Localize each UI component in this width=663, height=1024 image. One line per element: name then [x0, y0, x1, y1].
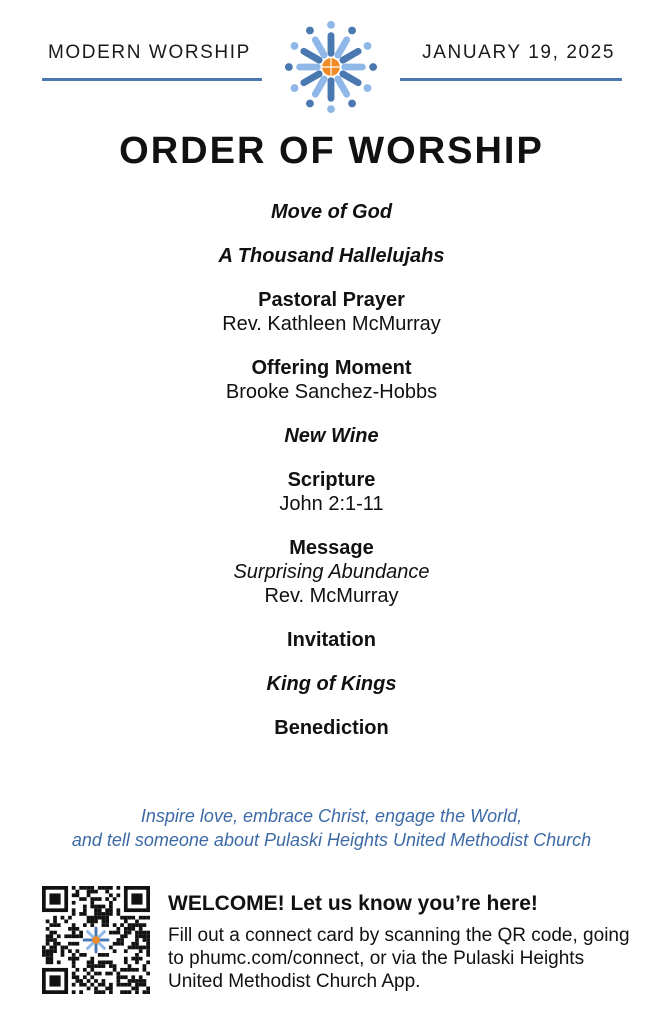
order-item-heading: Message: [289, 537, 374, 559]
order-item-detail: Brooke Sanchez-Hobbs: [225, 381, 438, 403]
header-service-name: MODERN WORSHIP: [48, 42, 251, 63]
sunburst-logo-icon: [282, 18, 380, 116]
welcome-title: WELCOME! Let us know you’re here!: [168, 892, 538, 915]
welcome-body: Fill out a connect card by scanning the QR code, going to phumc.com/connect, or via the Pulaski Heights United Methodist Church App.: [168, 925, 630, 992]
song-title: King of Kings: [266, 673, 397, 695]
order-item: [0, 468, 663, 516]
order-item-heading: Invitation: [287, 629, 376, 651]
order-item-heading: Offering Moment: [251, 357, 412, 379]
song-title: Move of God: [270, 201, 393, 223]
order-item: [0, 244, 663, 268]
order-item-heading: Scripture: [287, 469, 376, 491]
order-item-detail: Rev. Kathleen McMurray: [222, 313, 441, 335]
order-item: [0, 356, 663, 404]
order-item: [0, 628, 663, 652]
order-item-heading: Benediction: [274, 717, 389, 739]
qr-code-icon[interactable]: [42, 886, 150, 994]
order-item: [0, 716, 663, 740]
order-item-detail: Surprising Abundance: [233, 561, 430, 583]
order-item: [0, 200, 663, 224]
order-item: [0, 672, 663, 696]
order-item-detail: Rev. McMurray: [264, 585, 399, 607]
mission-line-1: Inspire love, embrace Christ, engage the World,: [140, 806, 523, 826]
order-item-detail: John 2:1-11: [279, 493, 384, 515]
order-of-worship-list: [0, 200, 663, 760]
mission-statement: [0, 804, 663, 852]
song-title: A Thousand Hallelujahs: [218, 245, 445, 267]
order-item: [0, 288, 663, 336]
order-item: [0, 424, 663, 448]
page-title: ORDER OF WORSHIP: [119, 130, 544, 172]
header-date: JANUARY 19, 2025: [422, 42, 615, 63]
order-item-heading: Pastoral Prayer: [258, 289, 405, 311]
mission-line-2: and tell someone about Pulaski Heights United Methodist Church: [71, 830, 592, 850]
order-item: [0, 536, 663, 608]
song-title: New Wine: [284, 425, 379, 447]
header-rule-right: [400, 78, 622, 81]
header-rule-left: [42, 78, 262, 81]
